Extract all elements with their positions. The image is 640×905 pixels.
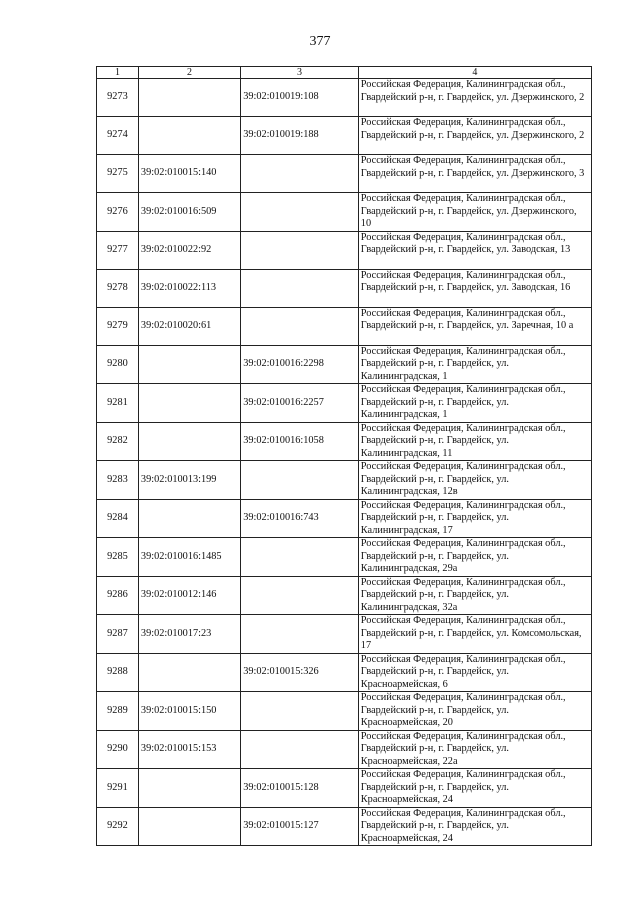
cadastral-number-col2-cell: 39:02:010015:140 bbox=[138, 155, 240, 193]
address-cell: Российская Федерация, Калининградская обл., Гвардейский р-н, г. Гвардейск, ул. Дзержинского, 3 bbox=[358, 155, 591, 193]
address-cell: Российская Федерация, Калининградская обл., Гвардейский р-н, г. Гвардейск, ул. Комсомольская, 17 bbox=[358, 615, 591, 654]
cadastral-number-col3-cell: 39:02:010015:127 bbox=[241, 807, 359, 846]
address-cell: Российская Федерация, Калининградская обл., Гвардейский р-н, г. Гвардейск, ул. Красноармейская, 24 bbox=[358, 769, 591, 808]
table-row bbox=[97, 193, 592, 232]
row-number-cell: 9290 bbox=[97, 730, 139, 769]
cadastral-number-col3-cell bbox=[241, 461, 359, 500]
address-cell: Российская Федерация, Калининградская обл., Гвардейский р-н, г. Гвардейск, ул. Дзержинского, 10 bbox=[358, 193, 591, 232]
table-row bbox=[97, 307, 592, 345]
cadastral-number-col3-cell bbox=[241, 576, 359, 615]
address-cell: Российская Федерация, Калининградская обл., Гвардейский р-н, г. Гвардейск, ул. Красноармейская, 20 bbox=[358, 692, 591, 731]
cadastral-number-col3-cell bbox=[241, 307, 359, 345]
address-cell: Российская Федерация, Калининградская обл., Гвардейский р-н, г. Гвардейск, ул. Калининградская, 1 bbox=[358, 384, 591, 423]
cadastral-number-col2-cell: 39:02:010016:509 bbox=[138, 193, 240, 232]
row-number-cell: 9286 bbox=[97, 576, 139, 615]
table-row bbox=[97, 576, 592, 615]
table-row bbox=[97, 384, 592, 423]
address-cell: Российская Федерация, Калининградская обл., Гвардейский р-н, г. Гвардейск, ул. Заводская, 16 bbox=[358, 269, 591, 307]
table-row bbox=[97, 499, 592, 538]
row-number-cell: 9276 bbox=[97, 193, 139, 232]
table-row bbox=[97, 117, 592, 155]
row-number-cell: 9291 bbox=[97, 769, 139, 808]
cadastral-number-col2-cell bbox=[138, 79, 240, 117]
cadastral-number-col2-cell bbox=[138, 117, 240, 155]
cadastral-number-col2-cell bbox=[138, 807, 240, 846]
row-number-cell: 9275 bbox=[97, 155, 139, 193]
table-row bbox=[97, 231, 592, 269]
address-cell: Российская Федерация, Калининградская обл., Гвардейский р-н, г. Гвардейск, ул. Калининградская, 11 bbox=[358, 422, 591, 461]
cadastral-number-col3-cell bbox=[241, 269, 359, 307]
cadastral-number-col3-cell bbox=[241, 730, 359, 769]
table-row bbox=[97, 538, 592, 577]
address-cell: Российская Федерация, Калининградская обл., Гвардейский р-н, г. Гвардейск, ул. Калининградская, 1 bbox=[358, 345, 591, 384]
address-cell: Российская Федерация, Калининградская обл., Гвардейский р-н, г. Гвардейск, ул. Красноармейская, 6 bbox=[358, 653, 591, 692]
row-number-cell: 9281 bbox=[97, 384, 139, 423]
cadastral-number-col3-cell: 39:02:010019:188 bbox=[241, 117, 359, 155]
table-row bbox=[97, 345, 592, 384]
row-number-cell: 9283 bbox=[97, 461, 139, 500]
cadastral-number-col2-cell bbox=[138, 653, 240, 692]
header-col-1: 1 bbox=[97, 67, 139, 79]
cadastral-number-col2-cell bbox=[138, 769, 240, 808]
cadastral-number-col2-cell: 39:02:010022:92 bbox=[138, 231, 240, 269]
address-cell: Российская Федерация, Калининградская обл., Гвардейский р-н, г. Гвардейск, ул. Калининградская, 32а bbox=[358, 576, 591, 615]
cadastral-number-col2-cell bbox=[138, 345, 240, 384]
table-row bbox=[97, 79, 592, 117]
row-number-cell: 9284 bbox=[97, 499, 139, 538]
row-number-cell: 9279 bbox=[97, 307, 139, 345]
row-number-cell: 9287 bbox=[97, 615, 139, 654]
row-number-cell: 9278 bbox=[97, 269, 139, 307]
cadastral-number-col3-cell: 39:02:010016:1058 bbox=[241, 422, 359, 461]
address-cell: Российская Федерация, Калининградская обл., Гвардейский р-н, г. Гвардейск, ул. Заводская, 13 bbox=[358, 231, 591, 269]
registry-table bbox=[96, 66, 592, 846]
table-row bbox=[97, 807, 592, 846]
cadastral-number-col2-cell bbox=[138, 384, 240, 423]
table-row bbox=[97, 653, 592, 692]
row-number-cell: 9282 bbox=[97, 422, 139, 461]
cadastral-number-col2-cell bbox=[138, 499, 240, 538]
table-row bbox=[97, 615, 592, 654]
cadastral-number-col3-cell bbox=[241, 231, 359, 269]
cadastral-number-col2-cell bbox=[138, 422, 240, 461]
address-cell: Российская Федерация, Калининградская обл., Гвардейский р-н, г. Гвардейск, ул. Дзержинского, 2 bbox=[358, 117, 591, 155]
address-cell: Российская Федерация, Калининградская обл., Гвардейский р-н, г. Гвардейск, ул. Дзержинского, 2 bbox=[358, 79, 591, 117]
header-col-3: 3 bbox=[241, 67, 359, 79]
row-number-cell: 9289 bbox=[97, 692, 139, 731]
address-cell: Российская Федерация, Калининградская обл., Гвардейский р-н, г. Гвардейск, ул. Красноармейская, 22а bbox=[358, 730, 591, 769]
cadastral-number-col3-cell bbox=[241, 155, 359, 193]
table-row bbox=[97, 730, 592, 769]
cadastral-number-col3-cell bbox=[241, 538, 359, 577]
cadastral-number-col2-cell: 39:02:010017:23 bbox=[138, 615, 240, 654]
address-cell: Российская Федерация, Калининградская обл., Гвардейский р-н, г. Гвардейск, ул. Калининградская, 17 bbox=[358, 499, 591, 538]
cadastral-number-col2-cell: 39:02:010016:1485 bbox=[138, 538, 240, 577]
cadastral-number-col2-cell: 39:02:010012:146 bbox=[138, 576, 240, 615]
row-number-cell: 9288 bbox=[97, 653, 139, 692]
cadastral-number-col3-cell bbox=[241, 615, 359, 654]
cadastral-number-col2-cell: 39:02:010022:113 bbox=[138, 269, 240, 307]
table-body bbox=[97, 79, 592, 846]
table-row bbox=[97, 692, 592, 731]
cadastral-number-col3-cell: 39:02:010016:2257 bbox=[241, 384, 359, 423]
header-row bbox=[97, 67, 592, 79]
cadastral-number-col3-cell bbox=[241, 193, 359, 232]
row-number-cell: 9292 bbox=[97, 807, 139, 846]
table-row bbox=[97, 155, 592, 193]
cadastral-number-col2-cell: 39:02:010015:153 bbox=[138, 730, 240, 769]
cadastral-number-col2-cell: 39:02:010020:61 bbox=[138, 307, 240, 345]
row-number-cell: 9274 bbox=[97, 117, 139, 155]
cadastral-number-col3-cell: 39:02:010016:743 bbox=[241, 499, 359, 538]
table-row bbox=[97, 461, 592, 500]
cadastral-number-col3-cell: 39:02:010015:326 bbox=[241, 653, 359, 692]
address-cell: Российская Федерация, Калининградская обл., Гвардейский р-н, г. Гвардейск, ул. Красноармейская, 24 bbox=[358, 807, 591, 846]
page-number: 377 bbox=[309, 34, 331, 49]
cadastral-number-col3-cell: 39:02:010015:128 bbox=[241, 769, 359, 808]
address-cell: Российская Федерация, Калининградская обл., Гвардейский р-н, г. Гвардейск, ул. Заречная, 10 а bbox=[358, 307, 591, 345]
table-row bbox=[97, 422, 592, 461]
table-row bbox=[97, 269, 592, 307]
table-header bbox=[97, 67, 592, 79]
cadastral-number-col3-cell bbox=[241, 692, 359, 731]
cadastral-number-col2-cell: 39:02:010013:199 bbox=[138, 461, 240, 500]
address-cell: Российская Федерация, Калининградская обл., Гвардейский р-н, г. Гвардейск, ул. Калининградская, 29а bbox=[358, 538, 591, 577]
header-col-4: 4 bbox=[358, 67, 591, 79]
row-number-cell: 9273 bbox=[97, 79, 139, 117]
row-number-cell: 9280 bbox=[97, 345, 139, 384]
row-number-cell: 9285 bbox=[97, 538, 139, 577]
header-col-2: 2 bbox=[138, 67, 240, 79]
table-row bbox=[97, 769, 592, 808]
cadastral-number-col3-cell: 39:02:010019:108 bbox=[241, 79, 359, 117]
cadastral-number-col2-cell: 39:02:010015:150 bbox=[138, 692, 240, 731]
address-cell: Российская Федерация, Калининградская обл., Гвардейский р-н, г. Гвардейск, ул. Калининградская, 12в bbox=[358, 461, 591, 500]
cadastral-number-col3-cell: 39:02:010016:2298 bbox=[241, 345, 359, 384]
row-number-cell: 9277 bbox=[97, 231, 139, 269]
